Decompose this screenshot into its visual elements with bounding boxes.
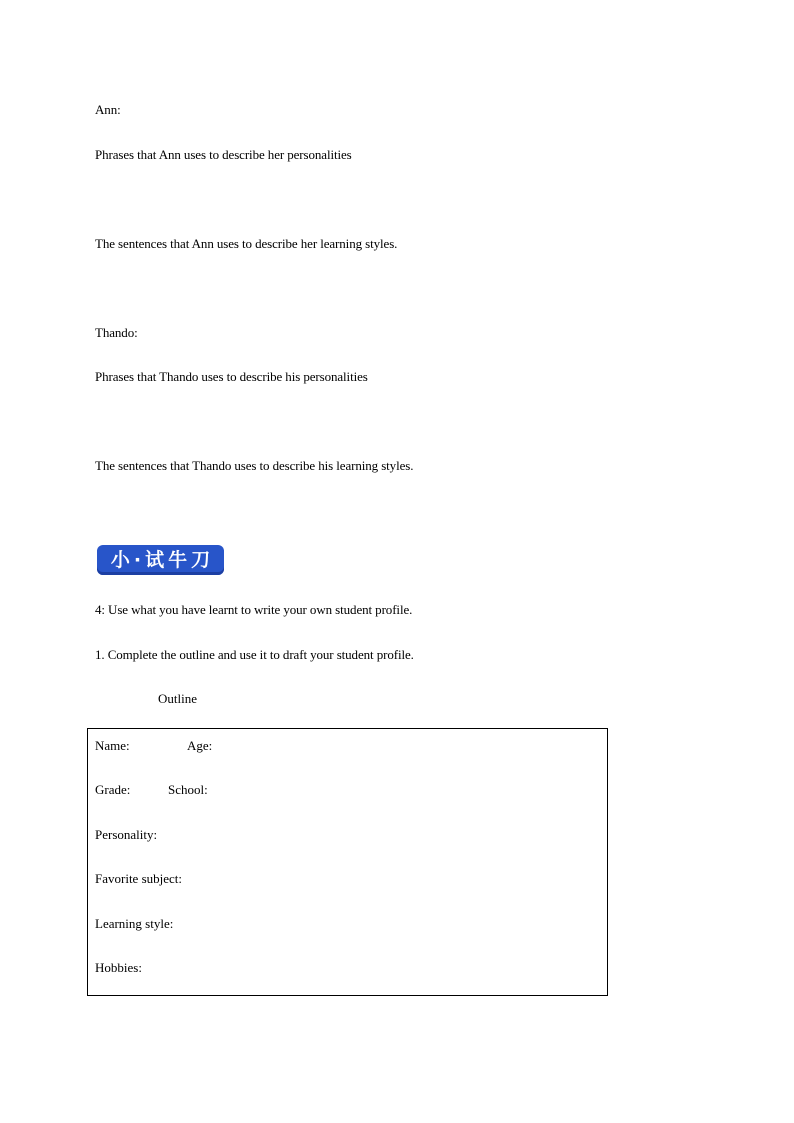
ann-sentences-prompt: The sentences that Ann uses to describe her learning styles. bbox=[95, 236, 398, 251]
outline-field-learning-style: Learning style: bbox=[95, 916, 174, 931]
outline-field-age: Age: bbox=[187, 738, 213, 753]
outline-field-favorite-subject: Favorite subject: bbox=[95, 871, 183, 886]
thando-heading: Thando: bbox=[95, 325, 138, 340]
ann-phrases-prompt: Phrases that Ann uses to describe her personalities bbox=[95, 147, 352, 162]
section-badge: 小·试牛刀 bbox=[97, 545, 224, 575]
outline-field-personality: Personality: bbox=[95, 827, 158, 842]
outline-field-hobbies: Hobbies: bbox=[95, 960, 142, 975]
thando-phrases-prompt: Phrases that Thando uses to describe his personalities bbox=[95, 369, 368, 384]
outline-box bbox=[87, 728, 608, 996]
outline-field-name: Name: bbox=[95, 738, 130, 753]
outline-field-school: School: bbox=[168, 782, 208, 797]
outline-field-grade: Grade: bbox=[95, 782, 131, 797]
task-instruction: 4: Use what you have learnt to write your own student profile. bbox=[95, 602, 413, 617]
outline-title: Outline bbox=[158, 691, 197, 706]
ann-heading: Ann: bbox=[95, 102, 121, 117]
task-step-1: 1. Complete the outline and use it to draft your student profile. bbox=[95, 647, 414, 662]
thando-sentences-prompt: The sentences that Thando uses to describe his learning styles. bbox=[95, 458, 414, 473]
